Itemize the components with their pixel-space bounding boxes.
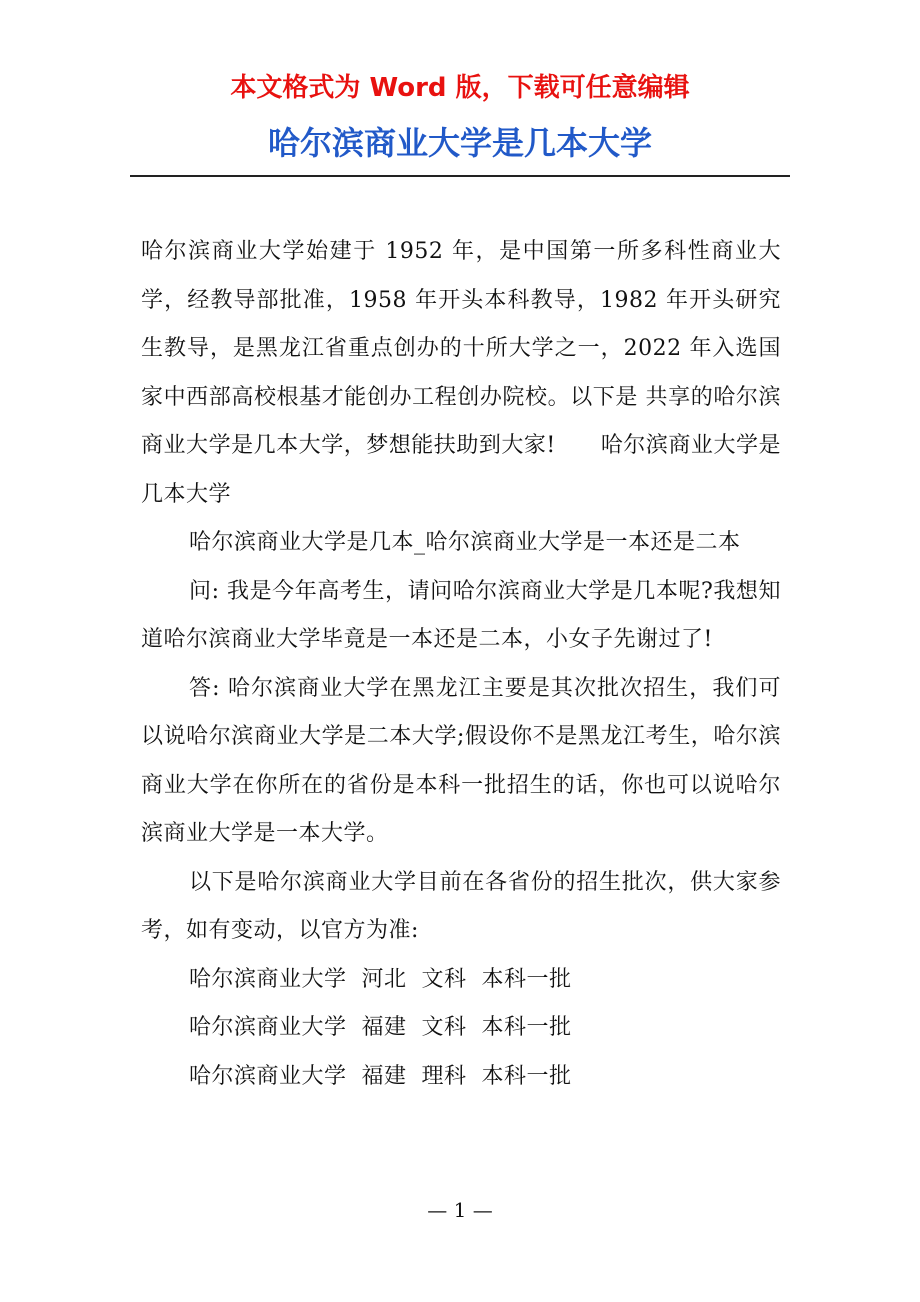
page-number: — 1 —: [427, 1198, 493, 1222]
admission-row: 哈尔滨商业大学 福建 理科 本科一批: [189, 1063, 572, 1089]
question-paragraph: 问: 我是今年高考生，请问哈尔滨商业大学是几本呢?我想知道哈尔滨商业大学毕竟是一本还是二本，小女子先谢过了!: [141, 578, 781, 652]
document-title: 哈尔滨商业大学是几本大学: [267, 124, 652, 162]
list-intro-paragraph: 以下是哈尔滨商业大学目前在各省份的招生批次，供大家参考，如有变动，以官方为准:: [141, 869, 781, 943]
title-divider: [130, 175, 790, 177]
subheading-paragraph: 哈尔滨商业大学是几本_哈尔滨商业大学是一本还是二本: [189, 530, 741, 555]
document-body: [141, 228, 781, 1101]
answer-paragraph: 答: 哈尔滨商业大学在黑龙江主要是其次批次招生，我们可以说哈尔滨商业大学是二本大学;假设你不是黑龙江考生，哈尔滨商业大学在你所在的省份是本科一批招生的话，你也可以说哈尔滨商业大学是一本大学。: [141, 675, 781, 846]
admission-row: 哈尔滨商业大学 河北 文科 本科一批: [189, 966, 572, 992]
admission-row: 哈尔滨商业大学 福建 文科 本科一批: [189, 1015, 572, 1040]
intro-paragraph: 哈尔滨商业大学始建于 1952 年，是中国第一所多科性商业大学，经教导部批准，1958 年开头本科教导，1982 年开头研究生教导，是黑龙江省重点创办的十所大学之一，2022 年入选国家中西部高校根基才能创办工程创办院校。以下是 共享的哈尔滨商业大学是几本大学，梦想能扶助到大家! 哈尔滨商业大学是几本大学: [141, 239, 781, 507]
download-banner: 本文格式为 Word 版，下载可任意编辑: [230, 73, 690, 103]
